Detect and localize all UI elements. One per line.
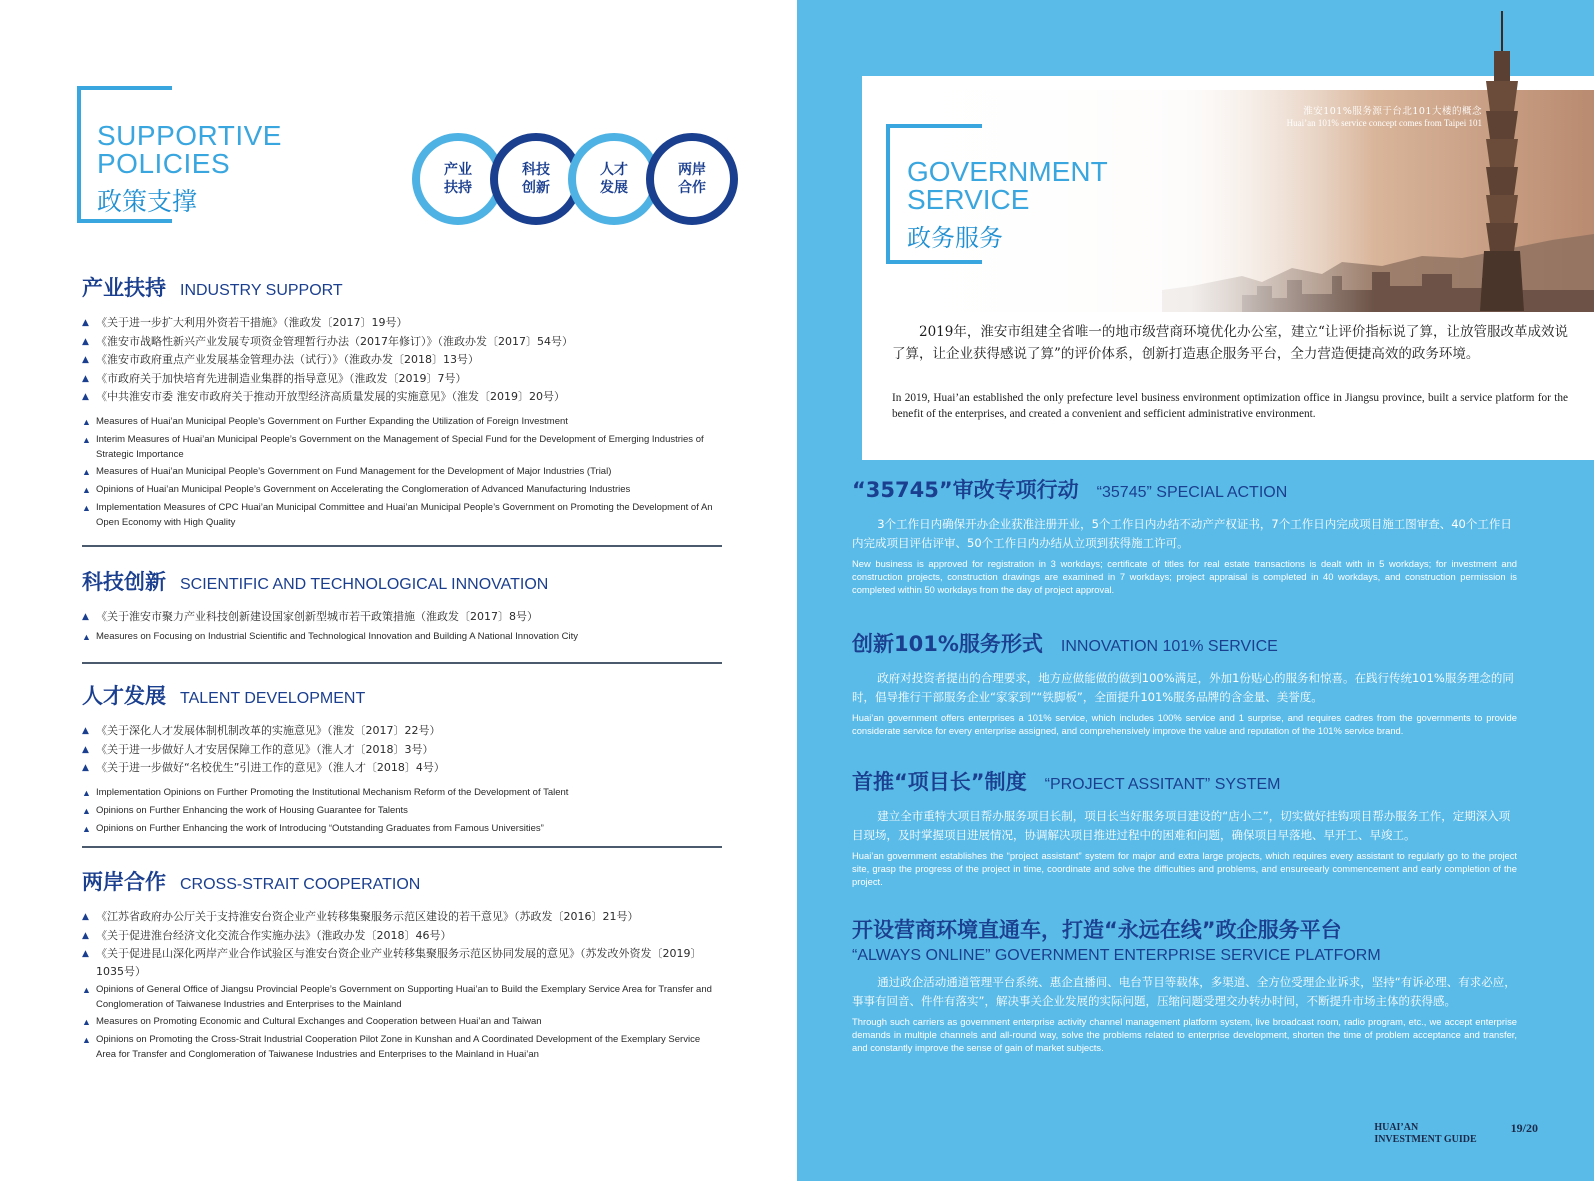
triangle-icon: ▲: [82, 787, 91, 798]
section-paragraph-cn: 通过政企活动通道管理平台系统、惠企直播间、电台节目等载体，多渠道、全方位受理企业诉求，坚持“有诉必理、有求必应，事事有回音、件件有落实”，解决事关企业发展的实际问题，压缩问题受理交办转办时间，不断提升市场主体的获得感。: [852, 975, 1516, 1008]
gov-service-title-en: GOVERNMENT SERVICE: [907, 156, 1108, 215]
section-paragraph-en: Huai’an government establishes the “project assistant” system for major and extra large projects, which requires every assistant to regularly go to the project site, grasp the progress of the project in time, coordinate and solve the difficulties and problems, and ensureearly commencement and early completion of the project.: [852, 850, 1517, 887]
policy-item: ▲ 《市政府关于加快培育先进制造业集群的指导意见》（淮政发〔2019〕7号）: [82, 370, 722, 389]
circle-industry: 产业 扶持: [412, 133, 504, 225]
page-footer: [1374, 1122, 1538, 1146]
section-innovation-101: [852, 628, 1517, 737]
policy-item-en: ▲ Implementation Measures of CPC Huai’an Municipal Committee and Huai’an Municipal People’s Government on Promoting the Development of An Open Economy with High Quality: [82, 501, 713, 528]
policy-item-en: ▲ Measures of Huai’an Municipal People’s Government on Further Expanding the Utilization of Foreign Investment: [82, 414, 722, 430]
policy-item-en: ▲ Implementation Opinions on Further Promoting the Institutional Mechanism Reform of the Development of Talent: [82, 785, 722, 801]
triangle-icon: ▲: [82, 392, 89, 402]
footer-title: HUAI’AN INVESTMENT GUIDE: [1374, 1122, 1477, 1145]
section-cross-strait: [82, 866, 722, 1062]
section-paragraph-cn: 3个工作日内确保开办企业获准注册开业，5个工作日内办结不动产产权证书，7个工作日内完成项目施工图审查、40个工作日内完成项目评估评审、50个工作日内办结从立项到获得施工许可。: [852, 517, 1512, 550]
gov-service-title-cn: 政务服务: [907, 224, 1003, 252]
intro-card: [862, 76, 1594, 460]
hero-title-cn: 政策支撑: [97, 187, 198, 216]
section-heading-en: “ALWAYS ONLINE” GOVERNMENT ENTERPRISE SERVICE PLATFORM: [852, 947, 1381, 964]
section-industry-support: [82, 272, 722, 530]
divider: [82, 662, 722, 664]
hero-title-en: SUPPORTIVE POLICIES: [97, 120, 282, 179]
section-heading: 创新101%服务形式 INNOVATION 101% SERVICE: [852, 632, 1278, 656]
policy-item-en: ▲ Opinions of General Office of Jiangsu Provincial People’s Government on Supporting Huai’an to Build the Exemplary Service Area for Transfer and Conglomeration of Taiwanese Industries and Enterprises to the Mainland: [82, 984, 712, 1010]
triangle-icon: ▲: [82, 985, 91, 995]
triangle-icon: ▲: [82, 373, 89, 384]
triangle-icon: ▲: [82, 631, 91, 642]
policy-item-en: ▲ Measures on Promoting Economic and Cultural Exchanges and Cooperation between Huai’an and Taiwan: [82, 1014, 722, 1030]
section-35745: [852, 474, 1517, 596]
section-paragraph-en: New business is approved for registration in 3 workdays; certificate of titles for real estate transactions is dealt with in 5 workdays; for investment and construction projects, construction drawings are examined in 7 workdays; project appraisal is completed in 40 workdays, and construction permission is completed within 50 workdays from the day of project approval.: [852, 558, 1517, 595]
circle-cross-strait: 两岸 合作: [646, 133, 738, 225]
policy-item: ▲ 《关于促进淮台经济文化交流合作实施办法》（淮政办发〔2018〕46号）: [82, 927, 722, 946]
section-heading: 科技创新 SCIENTIFIC AND TECHNOLOGICAL INNOVATION: [82, 570, 549, 594]
section-heading: 产业扶持 INDUSTRY SUPPORT: [82, 276, 343, 300]
section-heading: 两岸合作 CROSS-STRAIT COOPERATION: [82, 870, 421, 894]
policy-item-en: ▲ Opinions of Huai’an Municipal People’s Government on Accelerating the Conglomeration of Advanced Manufacturing Industries: [82, 482, 722, 498]
policy-item-en: ▲ Measures of Huai’an Municipal People’s Government on Fund Management for the Development of Major Industries (Trial): [82, 464, 722, 480]
section-project-assistant: [852, 766, 1517, 888]
triangle-icon: ▲: [82, 823, 91, 834]
section-always-online: [852, 914, 1517, 1054]
photo-caption-cn: 淮安101%服务源于台北101大楼的概念: [1303, 106, 1482, 117]
intro-paragraph-cn: 2019年，淮安市组建全省唯一的地市级营商环境优化办公室，建立“让评价指标说了算，让放管服改革成效说了算，让企业获得感说了算”的评价体系，创新打造惠企服务平台，全力营造便捷高效的政务环境。: [892, 324, 1568, 362]
triangle-icon: ▲: [82, 726, 89, 736]
triangle-icon: ▲: [82, 466, 91, 477]
policy-item: ▲ 《淮安市政府重点产业发展基金管理办法（试行）》（淮政办发〔2018〕13号）: [82, 351, 722, 370]
triangle-icon: ▲: [82, 336, 89, 347]
section-heading: 首推“项目长”制度 “PROJECT ASSITANT” SYSTEM: [852, 770, 1281, 794]
policy-item-en: ▲ Opinions on Further Enhancing the work of Introducing “Outstanding Graduates from Famous Universities”: [82, 821, 722, 837]
triangle-icon: ▲: [82, 805, 91, 816]
photo-caption-en: Huai’an 101% service concept comes from Taipei 101: [1286, 118, 1482, 128]
triangle-icon: ▲: [82, 1017, 91, 1027]
intro-paragraph-en: In 2019, Huai’an established the only prefecture level business environment optimization office in Jiangsu province, built a service platform for the benefit of the enterprises, and created a convenient and sefficient administrative environment.: [892, 392, 1568, 420]
triangle-icon: ▲: [82, 502, 91, 513]
circle-technology: 科技 创新: [490, 133, 582, 225]
policy-item-en: ▲ Opinions on Promoting the Cross-Strait Industrial Cooperation Pilot Zone in Kunshan and A Coordinated Development of the Exemplary Service Area for Transfer and Conglomeration of Taiwanese Industries and Enterprises to the Mainland in Huai’an: [82, 1034, 701, 1060]
policy-item: ▲ 《关于进一步做好“名校优生”引进工作的意见》（淮人才〔2018〕4号）: [82, 759, 722, 778]
section-paragraph-en: Huai’an government offers enterprises a 101% service, which includes 100% service and 1 surprise, and requires cadres from the governments to provide considerate service for every enterprise assigned, and comprehensively improve the value and reputation of the 101% service brand.: [852, 712, 1517, 736]
section-heading: 人才发展 TALENT DEVELOPMENT: [82, 684, 366, 708]
section-heading: “35745”审改专项行动 “35745” SPECIAL ACTION: [852, 478, 1288, 502]
triangle-icon: ▲: [82, 355, 89, 365]
section-paragraph-cn: 建立全市重特大项目帮办服务项目长制，项目长当好服务项目建设的“店小二”，切实做好挂钩项目帮办服务工作，定期深入项目现场，及时掌握项目进展情况，协调解决项目推进过程中的困难和问题，确保项目早落地、早开工、早竣工。: [852, 809, 1511, 842]
triangle-icon: ▲: [82, 416, 91, 427]
triangle-icon: ▲: [82, 612, 89, 622]
policy-circles: [412, 133, 742, 225]
policy-item-en: ▲ Measures on Focusing on Industrial Scientific and Technological Innovation and Building A National Innovation City: [82, 629, 722, 645]
triangle-icon: ▲: [82, 318, 89, 328]
section-talent-development: [82, 680, 722, 837]
section-heading: 开设营商环境直通车，打造“永远在线”政企服务平台: [852, 918, 1342, 942]
policy-item: ▲ 《关于深化人才发展体制机制改革的实施意见》（淮发〔2017〕22号）: [82, 722, 722, 741]
policy-item: ▲ 《关于促进昆山深化两岸产业合作试验区与淮安台资企业产业转移集聚服务示范区协同发展的意见》（苏发改外资发〔2019〕1035号）: [82, 945, 722, 980]
policy-item: ▲ 《关于进一步做好人才安居保障工作的意见》（淮人才〔2018〕3号）: [82, 741, 722, 760]
triangle-icon: ▲: [82, 434, 91, 445]
triangle-icon: ▲: [82, 1035, 91, 1045]
divider: [82, 846, 722, 848]
circle-talent: 人才 发展: [568, 133, 660, 225]
policy-item: ▲ 《关于淮安市聚力产业科技创新建设国家创新型城市若干政策措施（淮政发〔2017〕8号）: [82, 608, 722, 627]
page-number: 19/20: [1510, 1121, 1538, 1135]
triangle-icon: ▲: [82, 763, 89, 773]
policy-item: ▲ 《关于进一步扩大利用外资若干措施》（淮政发〔2017〕19号）: [82, 314, 722, 333]
policy-item: ▲ 《淮安市战略性新兴产业发展专项资金管理暂行办法（2017年修订）》（淮政办发〔2017〕54号）: [82, 333, 722, 352]
taipei-101-tower: [1472, 11, 1532, 311]
policy-item: ▲ 《中共淮安市委 淮安市政府关于推动开放型经济高质量发展的实施意见》（淮发〔2019〕20号）: [82, 388, 722, 407]
triangle-icon: ▲: [82, 484, 91, 495]
section-paragraph-en: Through such carriers as government enterprise activity channel management platform system, live broadcast room, radio program, etc., we accept enterprise demands in multiple channels and all-round way, solve the problems related to enterprise development, shorten the time of problem acceptance and transfer, and constantly improve the sense of gain of market subjects.: [852, 1016, 1517, 1053]
section-sci-tech-innovation: [82, 566, 722, 645]
policy-item-en: ▲ Interim Measures of Huai’an Municipal People’s Government on the Management of Special Fund for the Development of Emerging Industries of Strategic Importance: [82, 433, 704, 460]
section-paragraph-cn: 政府对投资者提出的合理要求，地方应做能做的做到100%满足，外加1份贴心的服务和惊喜。在践行传统101%服务理念的同时，倡导推行干部服务企业“家家到”“铁脚板”，全面提升101%服务品牌的含金量、美誉度。: [852, 671, 1514, 704]
policy-item-en: ▲ Opinions on Further Enhancing the work of Housing Guarantee for Talents: [82, 803, 722, 819]
triangle-icon: ▲: [82, 744, 89, 755]
triangle-icon: ▲: [82, 930, 89, 941]
triangle-icon: ▲: [82, 912, 89, 922]
policy-item: ▲ 《江苏省政府办公厅关于支持淮安台资企业产业转移集聚服务示范区建设的若干意见》（苏政发〔2016〕21号）: [82, 908, 722, 927]
triangle-icon: ▲: [82, 949, 89, 959]
divider: [82, 545, 722, 547]
